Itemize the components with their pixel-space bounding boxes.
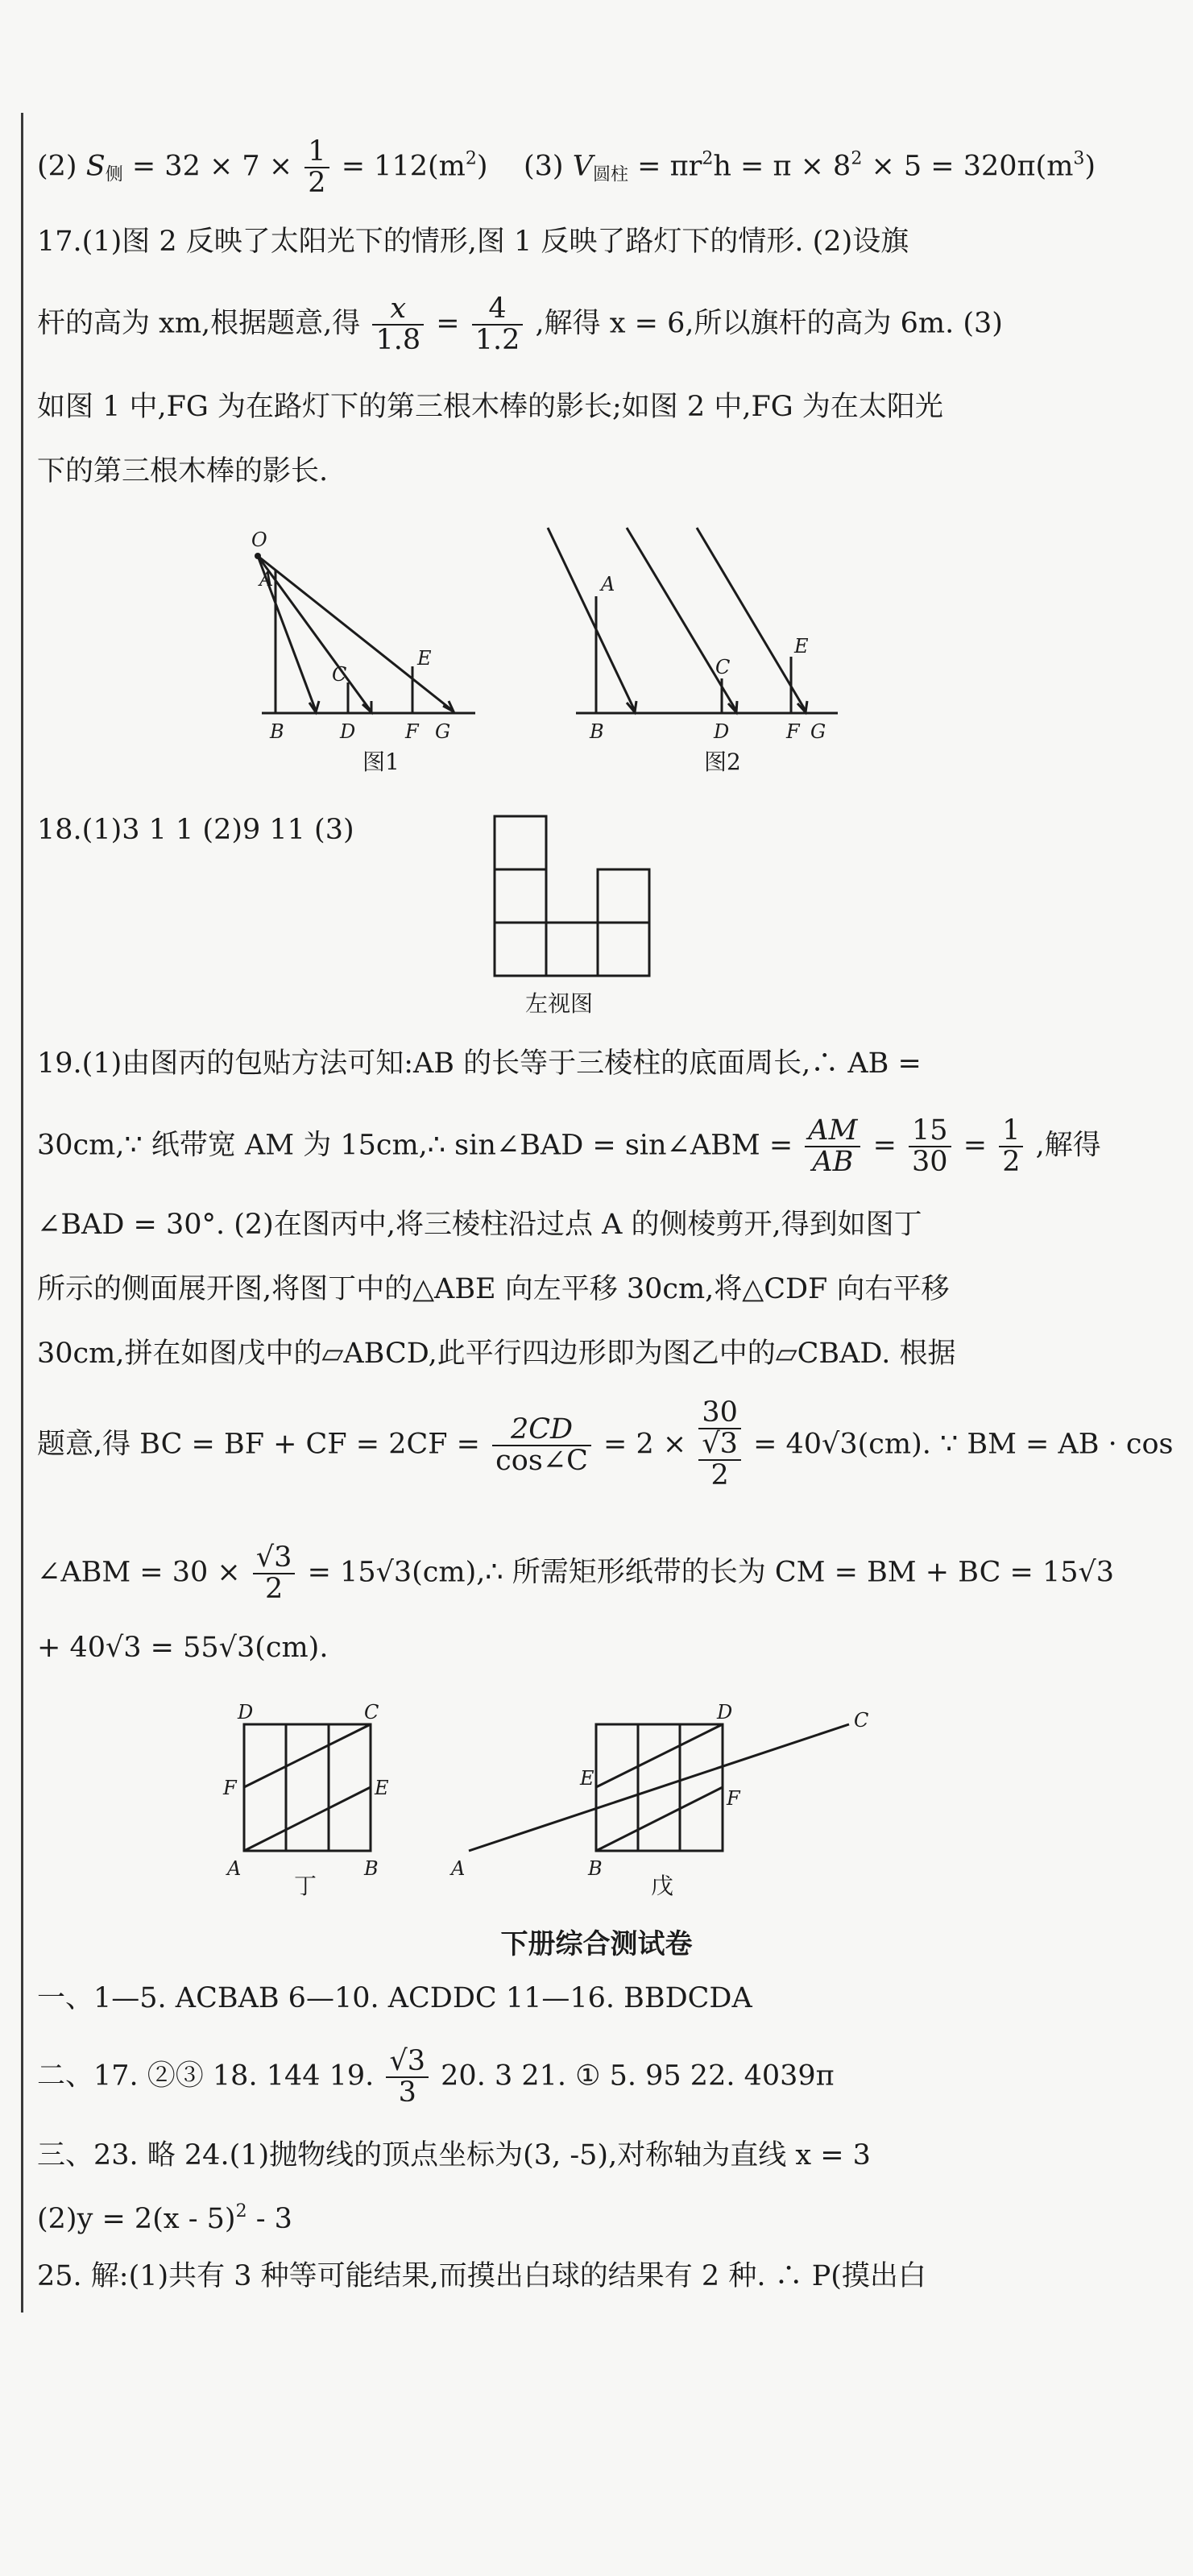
cube-bottom-right: [598, 923, 649, 976]
label-g: G: [435, 720, 451, 743]
ding-label-e: E: [375, 1777, 389, 1799]
label-2d: D: [714, 720, 730, 743]
ding-caption: 丁: [294, 1873, 317, 1898]
fraction-am-ab: $\frac{AM}{AB}$: [805, 1116, 860, 1177]
label-2f: F: [786, 720, 800, 743]
cube-mid-right: [598, 869, 649, 923]
answers-part-2: 二、17. ②③ 18. 144 19. $\frac{√3}{3}$ 20. 3 21. ① 5. 95 22. 4039π: [37, 2045, 835, 2109]
label-b: B: [270, 720, 284, 743]
fraction-4-1-2: $\frac{4}{1.2}$: [472, 294, 524, 355]
answers-25: 25. 解:(1)共有 3 种等可能结果,而摸出白球的结果有 2 种. ∴ P(摸出白: [37, 2260, 926, 2292]
answers-24-2: (2)y = 2(x - 5)$^2$ - 3: [37, 2201, 292, 2235]
ding-label-d: D: [238, 1701, 254, 1724]
figure-wu: [469, 1724, 849, 1851]
fraction-30-root3-2: 30 √3 2: [698, 1398, 741, 1490]
sunray-2: [627, 528, 736, 711]
part-label-3: (3): [524, 150, 564, 183]
left-view-caption: 左视图: [525, 990, 594, 1017]
ding-diag-ae: [244, 1787, 371, 1851]
answer-19-line-7: ∠ABM = 30 × $\frac{√3}{2}$ = 15√3(cm),∴ 所需矩形纸带的长为 CM = BM + BC = 15√3: [37, 1541, 1115, 1605]
figure-1-caption: 图1: [362, 749, 400, 775]
ding-label-a: A: [227, 1857, 242, 1880]
figure-ding: [244, 1724, 371, 1851]
answer-17-line-4: 下的第三根木棒的影长.: [37, 455, 329, 487]
point-o: [255, 553, 261, 559]
wu-caption: 戊: [651, 1873, 674, 1898]
margin-rule: [21, 113, 23, 2313]
answer-17-line-3: 如图 1 中,FG 为在路灯下的第三根木棒的影长;如图 2 中,FG 为在太阳光: [37, 391, 943, 423]
sup-2: 2: [465, 148, 477, 169]
wu-label-a: A: [451, 1857, 466, 1880]
wu-label-b: B: [588, 1857, 603, 1880]
answer-19-line-4: 所示的侧面展开图,将图丁中的△ABE 向左平移 30cm,将△CDF 向右平移: [37, 1273, 950, 1305]
label-2g: G: [810, 720, 826, 743]
wu-line-ac: [469, 1724, 849, 1851]
figure-2-caption: 图2: [704, 749, 741, 775]
label-e: E: [417, 647, 432, 670]
fraction-root3-2: $\frac{√3}{2}$: [253, 1543, 296, 1604]
sunray-3: [697, 528, 806, 711]
answer-19-line-2: 30cm,∵ 纸带宽 AM 为 15cm,∴ sin∠BAD = sin∠ABM = $\frac{AM}{AB}$ = $\frac{15}{30}$ = $\frac{1}{2}$ ,解得: [37, 1114, 1101, 1178]
cube-bottom-mid: [546, 923, 598, 976]
part-label: (2): [37, 150, 77, 183]
cube-top: [495, 816, 546, 869]
left-view-figure: [483, 810, 693, 1027]
line-2-3-formulas: (2) $S_侧 = 32 \times 7$ × $\frac{1}{2}$ = $112(m^2)$ (3) $V_{圆柱} = \pi r^2h = \pi \times 8^2 \times 5 = 320\pi(m^3)$: [37, 135, 1096, 199]
fraction-2cd-cosc: $\frac{2CD}{\cos\angle C}$: [492, 1415, 591, 1476]
label-f: F: [405, 720, 419, 743]
v-sub: 圆柱: [593, 164, 629, 185]
figures-ding-wu: [209, 1696, 902, 1898]
answer-19-line-8: + 40√3 = 55√3(cm).: [37, 1632, 329, 1664]
s-sub: 侧: [105, 164, 123, 185]
wu-label-c: C: [854, 1709, 869, 1732]
wu-diag-ed: [596, 1724, 723, 1787]
sup-3: 3: [1073, 148, 1085, 169]
label-a: A: [259, 568, 274, 591]
label-2b: B: [590, 720, 604, 743]
sunray-1: [548, 528, 635, 711]
wu-label-f: F: [727, 1787, 740, 1810]
section-heading: 下册综合测试卷: [500, 1928, 693, 1960]
ding-label-c: C: [364, 1701, 379, 1724]
figure-1-labels: [251, 529, 450, 743]
ding-diag-fc: [244, 1724, 371, 1787]
figure-2: [548, 528, 838, 713]
answers-part-1: 一、1—5. ACBAB 6—10. ACDDC 11—16. BBDCDA: [37, 1982, 752, 2014]
label-o: O: [251, 529, 267, 551]
wu-label-d: D: [717, 1701, 733, 1724]
expr-2: = 112(m: [341, 150, 466, 183]
expr-1: = 32 × 7 ×: [131, 150, 293, 183]
fraction-1-2: $\frac{1}{2}$: [999, 1116, 1023, 1177]
ding-label-b: B: [364, 1857, 379, 1880]
s-label: S: [85, 150, 106, 183]
label-2a: A: [601, 573, 615, 595]
fraction-15-30: $\frac{15}{30}$: [909, 1116, 951, 1177]
figure-1: [258, 556, 475, 713]
ding-rect: [244, 1724, 371, 1851]
label-2e: E: [794, 635, 809, 657]
fraction-root3-3: $\frac{√3}{3}$: [386, 2047, 429, 2108]
answer-17-line-1: 17.(1)图 2 反映了太阳光下的情形,图 1 反映了路灯下的情形. (2)设旗: [37, 226, 909, 258]
cube-bottom-left: [495, 923, 546, 976]
answer-17-line-2: 杆的高为 xm,根据题意,得 $\frac{x}{1.8}$ = $\frac{4}{1.2}$ ,解得 x = 6,所以旗杆的高为 6m. (3): [37, 292, 1003, 356]
answer-19-line-3: ∠BAD = 30°. (2)在图丙中,将三棱柱沿过点 A 的侧棱剪开,得到如图丁: [37, 1209, 922, 1241]
cube-mid-left: [495, 869, 546, 923]
answers-part-3: 三、23. 略 24.(1)抛物线的顶点坐标为(3, -5),对称轴为直线 x = 3: [37, 2139, 871, 2172]
wu-labels: [449, 1701, 868, 1880]
wu-diag-bf: [596, 1787, 723, 1851]
v-label: V: [572, 150, 593, 183]
fraction-x-1-8: $\frac{x}{1.8}$: [372, 294, 424, 355]
label-2c: C: [715, 656, 731, 678]
figures-1-2: [242, 524, 854, 790]
label-c: C: [332, 663, 347, 686]
label-d: D: [340, 720, 356, 743]
fraction-half: $\frac{1}{2}$: [304, 137, 329, 198]
expr-3: = πr: [637, 150, 702, 183]
wu-label-e: E: [580, 1767, 594, 1790]
answer-19-line-5: 30cm,拼在如图戊中的▱ABCD,此平行四边形即为图乙中的▱CBAD. 根据: [37, 1338, 956, 1370]
ding-label-f: F: [223, 1777, 237, 1799]
answer-19-line-1: 19.(1)由图丙的包贴方法可知:AB 的长等于三棱柱的底面周长,∴ AB =: [37, 1047, 922, 1080]
answer-19-line-6: 题意,得 BC = BF + CF = 2CF = $\frac{2CD}{\cos\angle C}$ = 2 × 30 √3 2 = 40√3(cm). ∵ BM = AB · cos: [37, 1396, 1174, 1491]
answer-18: 18.(1)3 1 1 (2)9 11 (3): [37, 814, 354, 846]
